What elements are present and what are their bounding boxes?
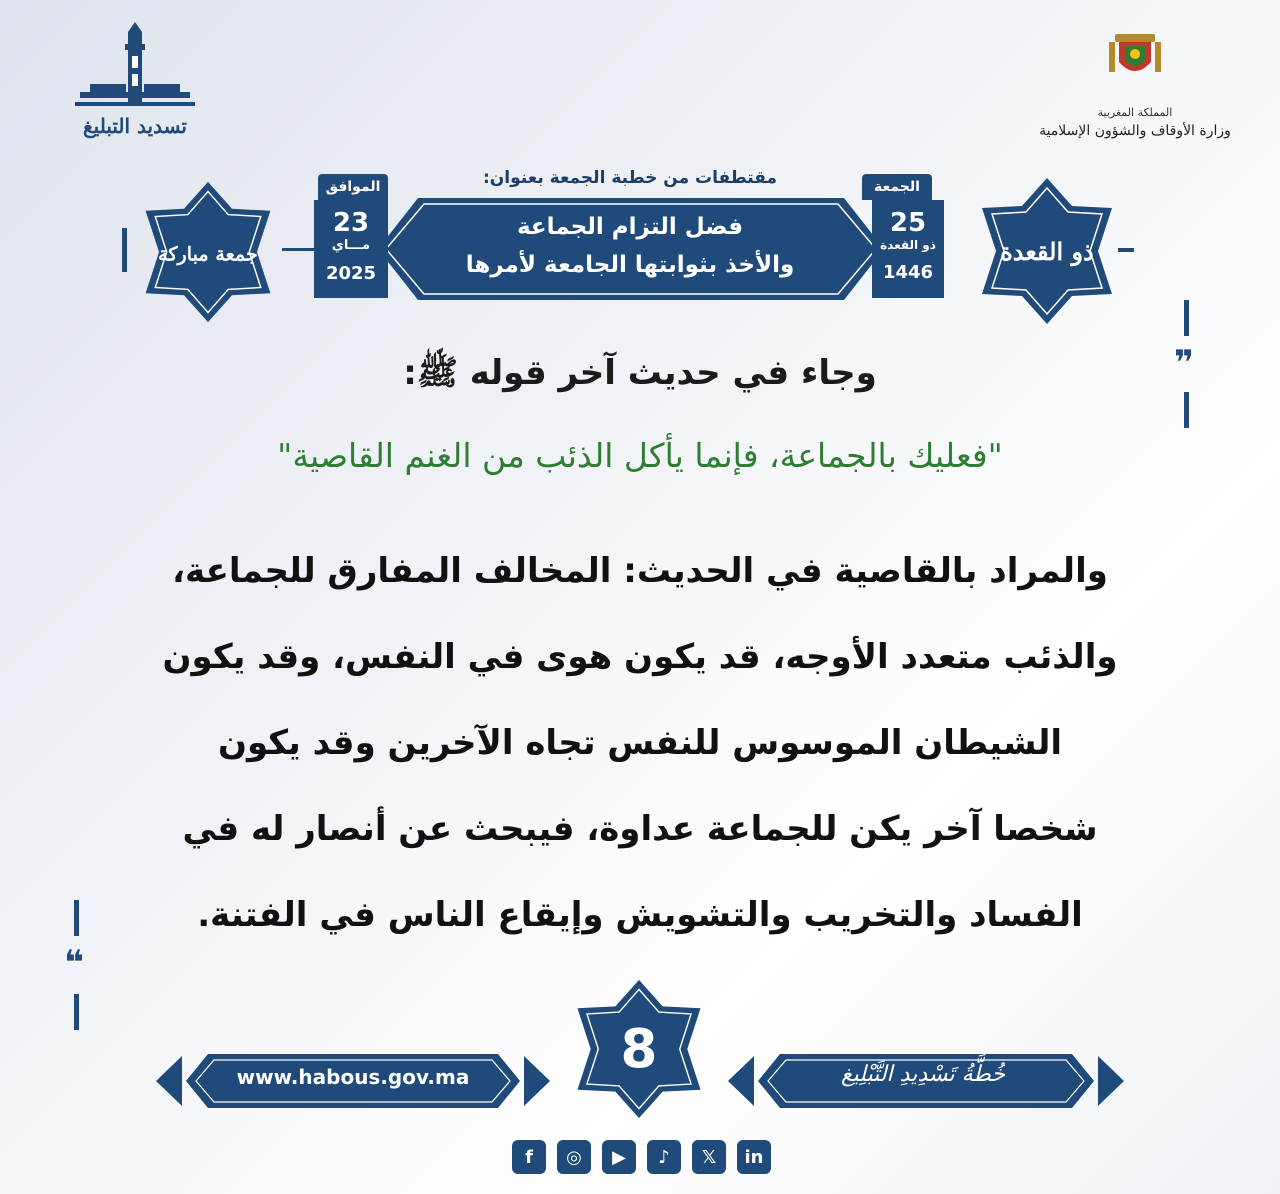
gregorian-date	[314, 200, 388, 298]
tasdid-logo	[70, 22, 200, 138]
hijri-date	[872, 200, 944, 298]
ministry-name: وزارة الأوقاف والشؤون الإسلامية	[1039, 123, 1231, 139]
gregorian-day: 23	[332, 208, 370, 238]
ministry-header	[1030, 28, 1240, 139]
intro-text: وجاء في حديث آخر قوله ﷺ:	[403, 353, 877, 393]
gregorian-year: 2025	[325, 263, 377, 284]
left-ornament-bar-top	[74, 900, 79, 936]
explanation-line: شخصا آخر يكن للجماعة عداوة، فيبحث عن أنصار له في	[182, 809, 1098, 849]
social-links	[512, 1140, 771, 1174]
page-number: 8	[620, 1017, 658, 1080]
royal-crest-icon	[1107, 28, 1163, 84]
hijri-month: ذو القعدة	[880, 238, 936, 252]
left-bar	[122, 228, 127, 272]
jumua-emblem-text: جمعة مباركة	[158, 242, 258, 266]
kingdom-label: المملكة المغربية	[1097, 106, 1173, 119]
month-emblem-text: ذو القعدة	[1000, 237, 1094, 266]
youtube-icon[interactable]: ▶	[602, 1140, 636, 1174]
facebook-icon[interactable]: f	[512, 1140, 546, 1174]
hadith-quote: "فعليك بالجماعة، فإنما يأكل الذئب من الغنم القاصية"	[277, 436, 1003, 475]
sermon-title	[420, 208, 840, 284]
left-connector	[282, 248, 316, 251]
instagram-icon[interactable]: ◎	[557, 1140, 591, 1174]
subtitle: مقتطفات من خطبة الجمعة بعنوان:	[483, 168, 777, 188]
quote-ornament-icon: ❞	[1174, 343, 1194, 383]
hijri-year: 1446	[882, 262, 934, 283]
explanation-text	[110, 528, 1170, 958]
right-connector	[1118, 248, 1134, 252]
gregorian-tab: الموافق	[318, 174, 388, 200]
x-icon[interactable]: 𝕏	[692, 1140, 726, 1174]
left-ornament-bar-bottom	[74, 994, 79, 1030]
title-line-2: والأخذ بثوابتها الجامعة لأمرها	[465, 252, 795, 278]
explanation-line: والذئب متعدد الأوجه، قد يكون هوى في النفس، وقد يكون	[162, 637, 1118, 677]
explanation-line: الشيطان الموسوس للنفس تجاه الآخرين وقد يكون	[217, 723, 1063, 763]
hijri-day: 25	[889, 208, 927, 238]
plan-label: خُطَّةُ تَسْدِيدِ التَّبْلِيغ	[840, 1062, 1006, 1087]
month-emblem	[972, 176, 1122, 326]
title-line-1: فضل التزام الجماعة	[516, 214, 744, 240]
page-number-badge	[568, 978, 710, 1120]
mosque-logo-icon	[70, 22, 200, 114]
right-ornament-bar-top	[1184, 300, 1189, 336]
hijri-tab: الجمعة	[862, 174, 932, 200]
jumua-emblem	[136, 180, 280, 324]
gregorian-month: مـــاي	[331, 238, 371, 253]
tiktok-icon[interactable]: ♪	[647, 1140, 681, 1174]
logo-text: تسديد التبليغ	[83, 114, 187, 138]
quote-ornament-left-icon: ❝	[64, 943, 84, 983]
explanation-line: والمراد بالقاصية في الحديث: المخالف المفارق للجماعة،	[172, 551, 1108, 591]
explanation-line: الفساد والتخريب والتشويش وإيقاع الناس في الفتنة.	[197, 895, 1083, 935]
right-ornament-bar-bottom	[1184, 392, 1189, 428]
website-link[interactable]: www.habous.gov.ma	[236, 1065, 470, 1089]
linkedin-icon[interactable]: in	[737, 1140, 771, 1174]
